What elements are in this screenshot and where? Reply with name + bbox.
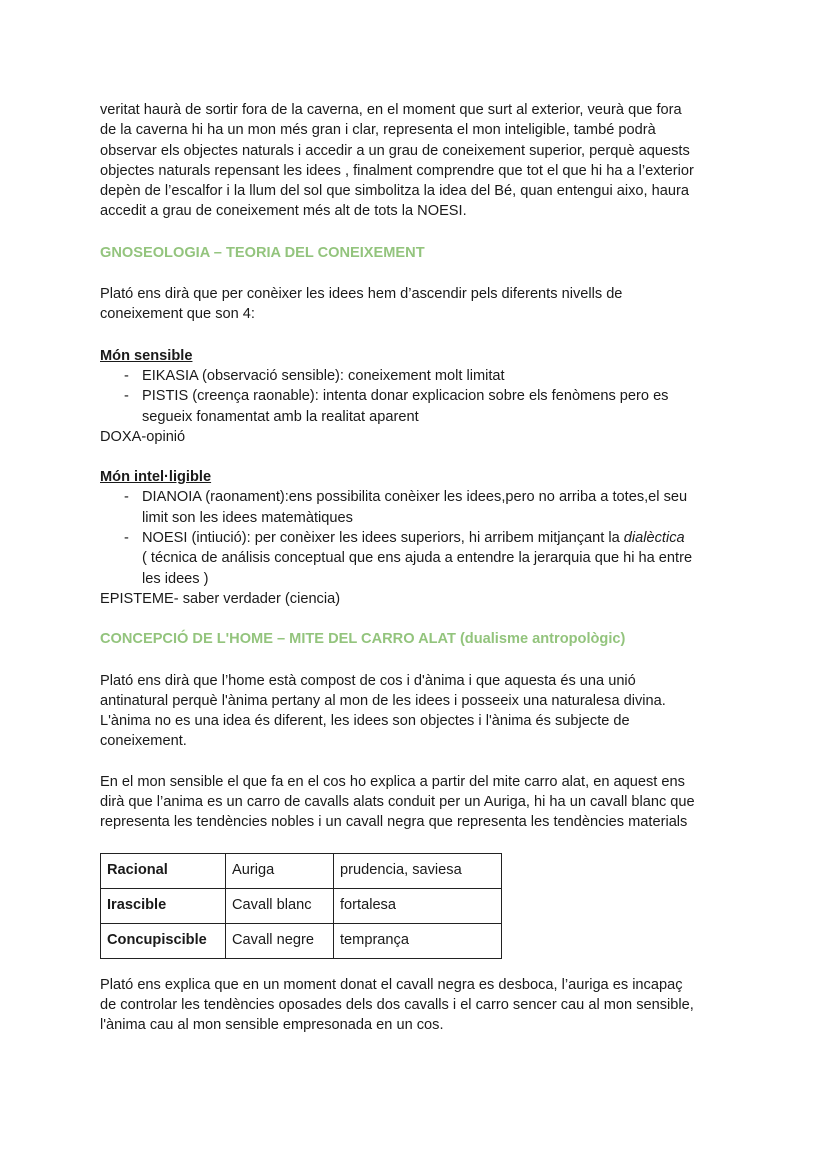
line: EIKASIA (observació sensible): coneixement molt limitat: [142, 367, 505, 384]
line: Plató ens explica que en un moment donat el cavall negra es desboca, l’auriga es incapaç: [100, 976, 683, 993]
table-cell: fortalesa: [334, 888, 502, 923]
sensible-list: [100, 366, 740, 427]
line: representa les tendències nobles i un cavall negra que representa les tendències materials: [100, 814, 688, 831]
table-cell: Cavall blanc: [226, 888, 334, 923]
line: les idees ): [142, 570, 209, 587]
line: NOESI (intiució): per conèixer les idees superiors, hi arribem mitjançant la: [142, 530, 624, 547]
line: Plató ens dirà que l’home està compost de cos i d'ànima i que aquesta és una unió: [100, 672, 636, 689]
concepcio-paragraph-2: [100, 772, 740, 833]
table-row: [101, 853, 502, 888]
line: dirà que l’anima es un carro de cavalls alats conduit per un Auriga, hi ha un cavall blanc que: [100, 794, 695, 811]
table-cell: Cavall negre: [226, 923, 334, 958]
line: depèn de l’escalfor i la llum del sol que simbolitza la idea del Bé, quan entengui aixo, haura: [100, 183, 689, 200]
table-cell: prudencia, saviesa: [334, 853, 502, 888]
line: coneixement que son 4:: [100, 306, 255, 323]
intelligible-list: [100, 487, 740, 588]
subheading-mon-intelligible: Món intel·ligible: [100, 469, 212, 486]
line: de controlar les tendències oposades dels dos cavalls i el carro sencer cau al mon sensible,: [100, 996, 694, 1013]
subheading-mon-sensible: Món sensible: [100, 347, 193, 364]
document-page: [100, 100, 740, 1036]
line: accedit a grau de coneixement més alt de tots la NOESI.: [100, 203, 467, 220]
dash-bullet-icon: -: [124, 530, 129, 547]
line: coneixement.: [100, 733, 187, 750]
table-cell: Racional: [101, 853, 226, 888]
intro-paragraph: [100, 100, 740, 222]
doxa-summary: DOXA-opinió: [100, 428, 186, 445]
line: objectes naturals repensant les idees , finalment comprendre que tot el que hi ha a l’exterior: [100, 162, 694, 179]
concepcio-paragraph-3: [100, 975, 740, 1036]
section-heading-concepcio-home: CONCEPCIÓ DE L'HOME – MITE DEL CARRO ALAT (dualisme antropològic): [100, 631, 626, 648]
line: observar els objectes naturals i accedir a un grau de coneixement superior, perquè aquests: [100, 142, 690, 159]
line: l'ànima cau al mon sensible empresonada en un cos.: [100, 1017, 444, 1034]
table-cell: Concupiscible: [101, 923, 226, 958]
episteme-summary: EPISTEME- saber verdader (ciencia): [100, 590, 341, 607]
dash-bullet-icon: -: [124, 489, 129, 506]
section-heading-gnoseologia: GNOSEOLOGIA – TEORIA DEL CONEIXEMENT: [100, 244, 425, 261]
line: L'ànima no es una idea és diferent, les idees son objectes i l'ànima és subjecte de: [100, 713, 630, 730]
table-cell: temprança: [334, 923, 502, 958]
list-item-noesi: [100, 528, 740, 589]
list-item-dianoia: [100, 487, 740, 528]
line: antinatural perquè l'ànima pertany al mon de les idees i posseeix una naturalesa divina.: [100, 692, 666, 709]
line: PISTIS (creença raonable): intenta donar explicacion sobre els fenòmens pero es: [142, 388, 669, 405]
line: DIANOIA (raonament):ens possibilita conèixer les idees,pero no arriba a totes,el seu: [142, 489, 688, 506]
line: segueix fonamentat amb la realitat aparent: [142, 408, 419, 425]
line: de la caverna hi ha un mon més gran i clar, representa el mon inteligible, també podrà: [100, 122, 656, 139]
line: ( técnica de análisis conceptual que ens ajuda a entendre la jerarquia que hi ha entre: [142, 550, 693, 567]
table-row: [101, 888, 502, 923]
dash-bullet-icon: -: [124, 367, 129, 384]
line: veritat haurà de sortir fora de la caverna, en el moment que surt al exterior, veurà que fora: [100, 102, 682, 118]
line: limit son les idees matemàtiques: [142, 509, 353, 526]
dash-bullet-icon: -: [124, 388, 129, 405]
table-row: [101, 923, 502, 958]
italic-term: dialèctica: [623, 530, 685, 547]
table-cell: Auriga: [226, 853, 334, 888]
line: En el mon sensible el que fa en el cos ho explica a partir del mite carro alat, en aquest ens: [100, 773, 685, 790]
concepcio-paragraph-1: [100, 671, 740, 752]
list-item-pistis: [100, 386, 740, 427]
soul-parts-table: [100, 853, 502, 959]
line: Plató ens dirà que per conèixer les idees hem d’ascendir pels diferents nivells de: [100, 286, 623, 303]
list-item-eikasia: [100, 366, 740, 386]
gnoseologia-intro: [100, 284, 740, 325]
table-cell: Irascible: [101, 888, 226, 923]
